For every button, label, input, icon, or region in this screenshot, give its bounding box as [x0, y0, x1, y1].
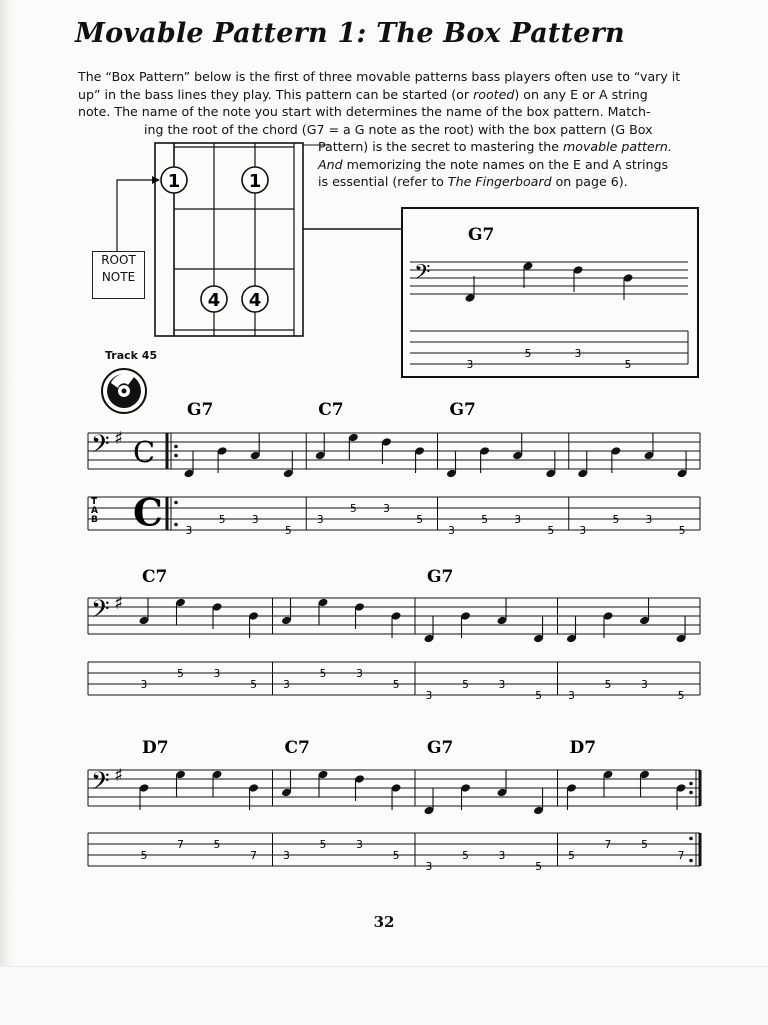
tab-fret-number: 5	[624, 359, 632, 371]
tab-fret-number: 5	[250, 679, 257, 691]
tab-fret-number: 3	[568, 690, 575, 702]
repeat-dot	[174, 501, 178, 505]
tab-fret-number: 5	[481, 514, 488, 526]
intro-text: note. The name of the note you start with determines the name of the box pattern. Match-	[78, 104, 651, 119]
music-system	[88, 400, 700, 537]
bass-clef-icon: 𝄢	[91, 429, 110, 464]
root-arrow-line	[117, 180, 158, 251]
tab-fret-number: 3	[356, 668, 363, 680]
tab-fret-number: 7	[177, 839, 184, 851]
tab-fret-number: 5	[177, 668, 184, 680]
key-signature-sharp-icon: ♯	[114, 427, 124, 449]
cd-icon	[102, 369, 146, 413]
intro-text: on page 6).	[551, 174, 628, 189]
chord-symbol: G7	[449, 400, 476, 420]
intro-italic-text: The Fingerboard	[447, 174, 552, 189]
tab-fret-number: 5	[604, 679, 612, 691]
chord-symbol: D7	[142, 738, 169, 758]
tab-fret-number: 5	[350, 503, 357, 515]
tab-fret-number: 5	[284, 525, 292, 537]
tab-fret-number: 3	[641, 679, 648, 691]
repeat-dot	[174, 523, 178, 527]
tab-clef-letter: B	[91, 515, 98, 525]
tab-fret-number: 3	[574, 348, 582, 360]
tab-fret-number: 3	[448, 525, 455, 537]
tab-fret-number: 3	[185, 525, 193, 537]
intro-text: The “Box Pattern” below is the first of three movable patterns bass players often use to “vary it	[78, 69, 681, 84]
page-title: Movable Pattern 1: The Box Pattern	[75, 18, 625, 49]
music-systems	[88, 400, 700, 873]
track-label: Track 45	[105, 349, 158, 362]
tab-fret-number: 5	[535, 861, 542, 873]
tab-fret-number: 5	[677, 690, 685, 702]
tab-fret-number: 3	[316, 514, 324, 526]
intro-text: memorizing the note names on the E and A strings	[342, 156, 669, 172]
intro-text: up” in the bass lines they play. This pattern can be started (or	[78, 86, 474, 102]
tab-fret-number: 5	[568, 850, 575, 862]
tab-fret-number: 5	[392, 850, 400, 862]
chord-symbol: G7	[427, 738, 454, 758]
page-number: 32	[373, 913, 395, 931]
intro-text: ) on any E or A string	[514, 86, 648, 102]
root-label-line: ROOT	[101, 253, 136, 267]
box-pattern-diagram	[117, 143, 402, 336]
chord-symbol: G7	[187, 400, 214, 420]
tab-fret-number: 7	[677, 850, 685, 862]
bass-clef-icon: 𝄢	[91, 766, 110, 801]
tab-clef-letter: T	[91, 497, 98, 507]
tab-fret-number: 3	[498, 679, 506, 691]
intro-text: Pattern) is the secret to mastering the	[318, 139, 563, 154]
music-system	[88, 567, 700, 702]
tab-fret-number: 3	[579, 525, 587, 537]
tab-fret-number: 3	[514, 514, 522, 526]
tab-fret-number: 5	[612, 514, 620, 526]
tab-fret-number: 5	[140, 850, 148, 862]
finger-number: 1	[167, 171, 181, 192]
bass-clef-icon: 𝄢	[414, 259, 431, 290]
tab-fret-number: 5	[535, 690, 542, 702]
common-time-icon: C	[133, 434, 156, 469]
repeat-dot	[689, 791, 693, 795]
tab-fret-number: 3	[383, 503, 390, 515]
finger-number: 4	[248, 290, 262, 311]
chord-symbol: G7	[427, 567, 454, 587]
repeat-dot	[174, 454, 178, 458]
chord-symbol: D7	[569, 738, 597, 758]
repeat-dot	[689, 782, 693, 786]
tab-fret-number: 7	[604, 839, 612, 851]
example-box	[402, 208, 698, 377]
tab-fret-number: 3	[466, 359, 474, 371]
intro-text: ing the root of the chord (G7 = a G note as the root) with the box pattern (G Box	[144, 121, 653, 137]
arrow-head-icon	[152, 176, 160, 184]
tab-fret-number: 3	[645, 514, 653, 526]
tab-fret-number: 3	[356, 839, 363, 851]
finger-number: 4	[207, 290, 221, 311]
tab-clef-letter: A	[91, 506, 98, 516]
tab-fret-number: 7	[250, 850, 257, 862]
repeat-dot	[174, 445, 178, 449]
tab-fret-number: 5	[678, 525, 686, 537]
intro-text: is essential (refer to	[318, 174, 448, 189]
tab-fret-number: 5	[319, 839, 327, 851]
tab-fret-number: 3	[425, 861, 433, 873]
tab-fret-number: 3	[213, 668, 221, 680]
tab-fret-number: 5	[462, 850, 469, 862]
repeat-dot	[689, 859, 693, 863]
music-system	[88, 738, 700, 873]
key-signature-sharp-icon: ♯	[114, 764, 124, 786]
tab-fret-number: 3	[251, 514, 259, 526]
tab-fret-number: 5	[641, 839, 648, 851]
tab-fret-number: 3	[425, 690, 433, 702]
chord-symbol: C7	[142, 567, 168, 587]
intro-italic-text: And	[318, 156, 343, 172]
tab-fret-number: 5	[547, 525, 555, 537]
tab-fret-number: 5	[462, 679, 469, 691]
tab-fret-number: 5	[524, 348, 532, 360]
example-box-border	[402, 208, 698, 377]
intro-italic-text: rooted	[473, 86, 515, 102]
tab-fret-number: 5	[218, 514, 226, 526]
tab-fret-number: 3	[498, 850, 506, 862]
repeat-dot	[689, 837, 693, 841]
tab-fret-number: 3	[283, 679, 290, 691]
tab-fret-number: 3	[283, 850, 290, 862]
bass-clef-icon: 𝄢	[91, 594, 110, 629]
example-chord: G7	[468, 225, 495, 245]
example-tab	[410, 331, 688, 371]
tab-fret-number: 3	[140, 679, 148, 691]
chord-symbol: C7	[284, 738, 310, 758]
example-staff	[410, 260, 688, 303]
key-signature-sharp-icon: ♯	[114, 592, 124, 614]
chord-symbol: C7	[318, 400, 344, 420]
intro-italic-text: movable pattern.	[563, 139, 672, 154]
root-label-line: NOTE	[101, 270, 136, 284]
tab-fret-number: 5	[416, 514, 423, 526]
common-time-icon: C	[133, 490, 163, 535]
tab-fret-number: 5	[319, 668, 327, 680]
tab-fret-number: 5	[392, 679, 400, 691]
finger-number: 1	[248, 171, 262, 192]
tab-fret-number: 5	[213, 839, 221, 851]
